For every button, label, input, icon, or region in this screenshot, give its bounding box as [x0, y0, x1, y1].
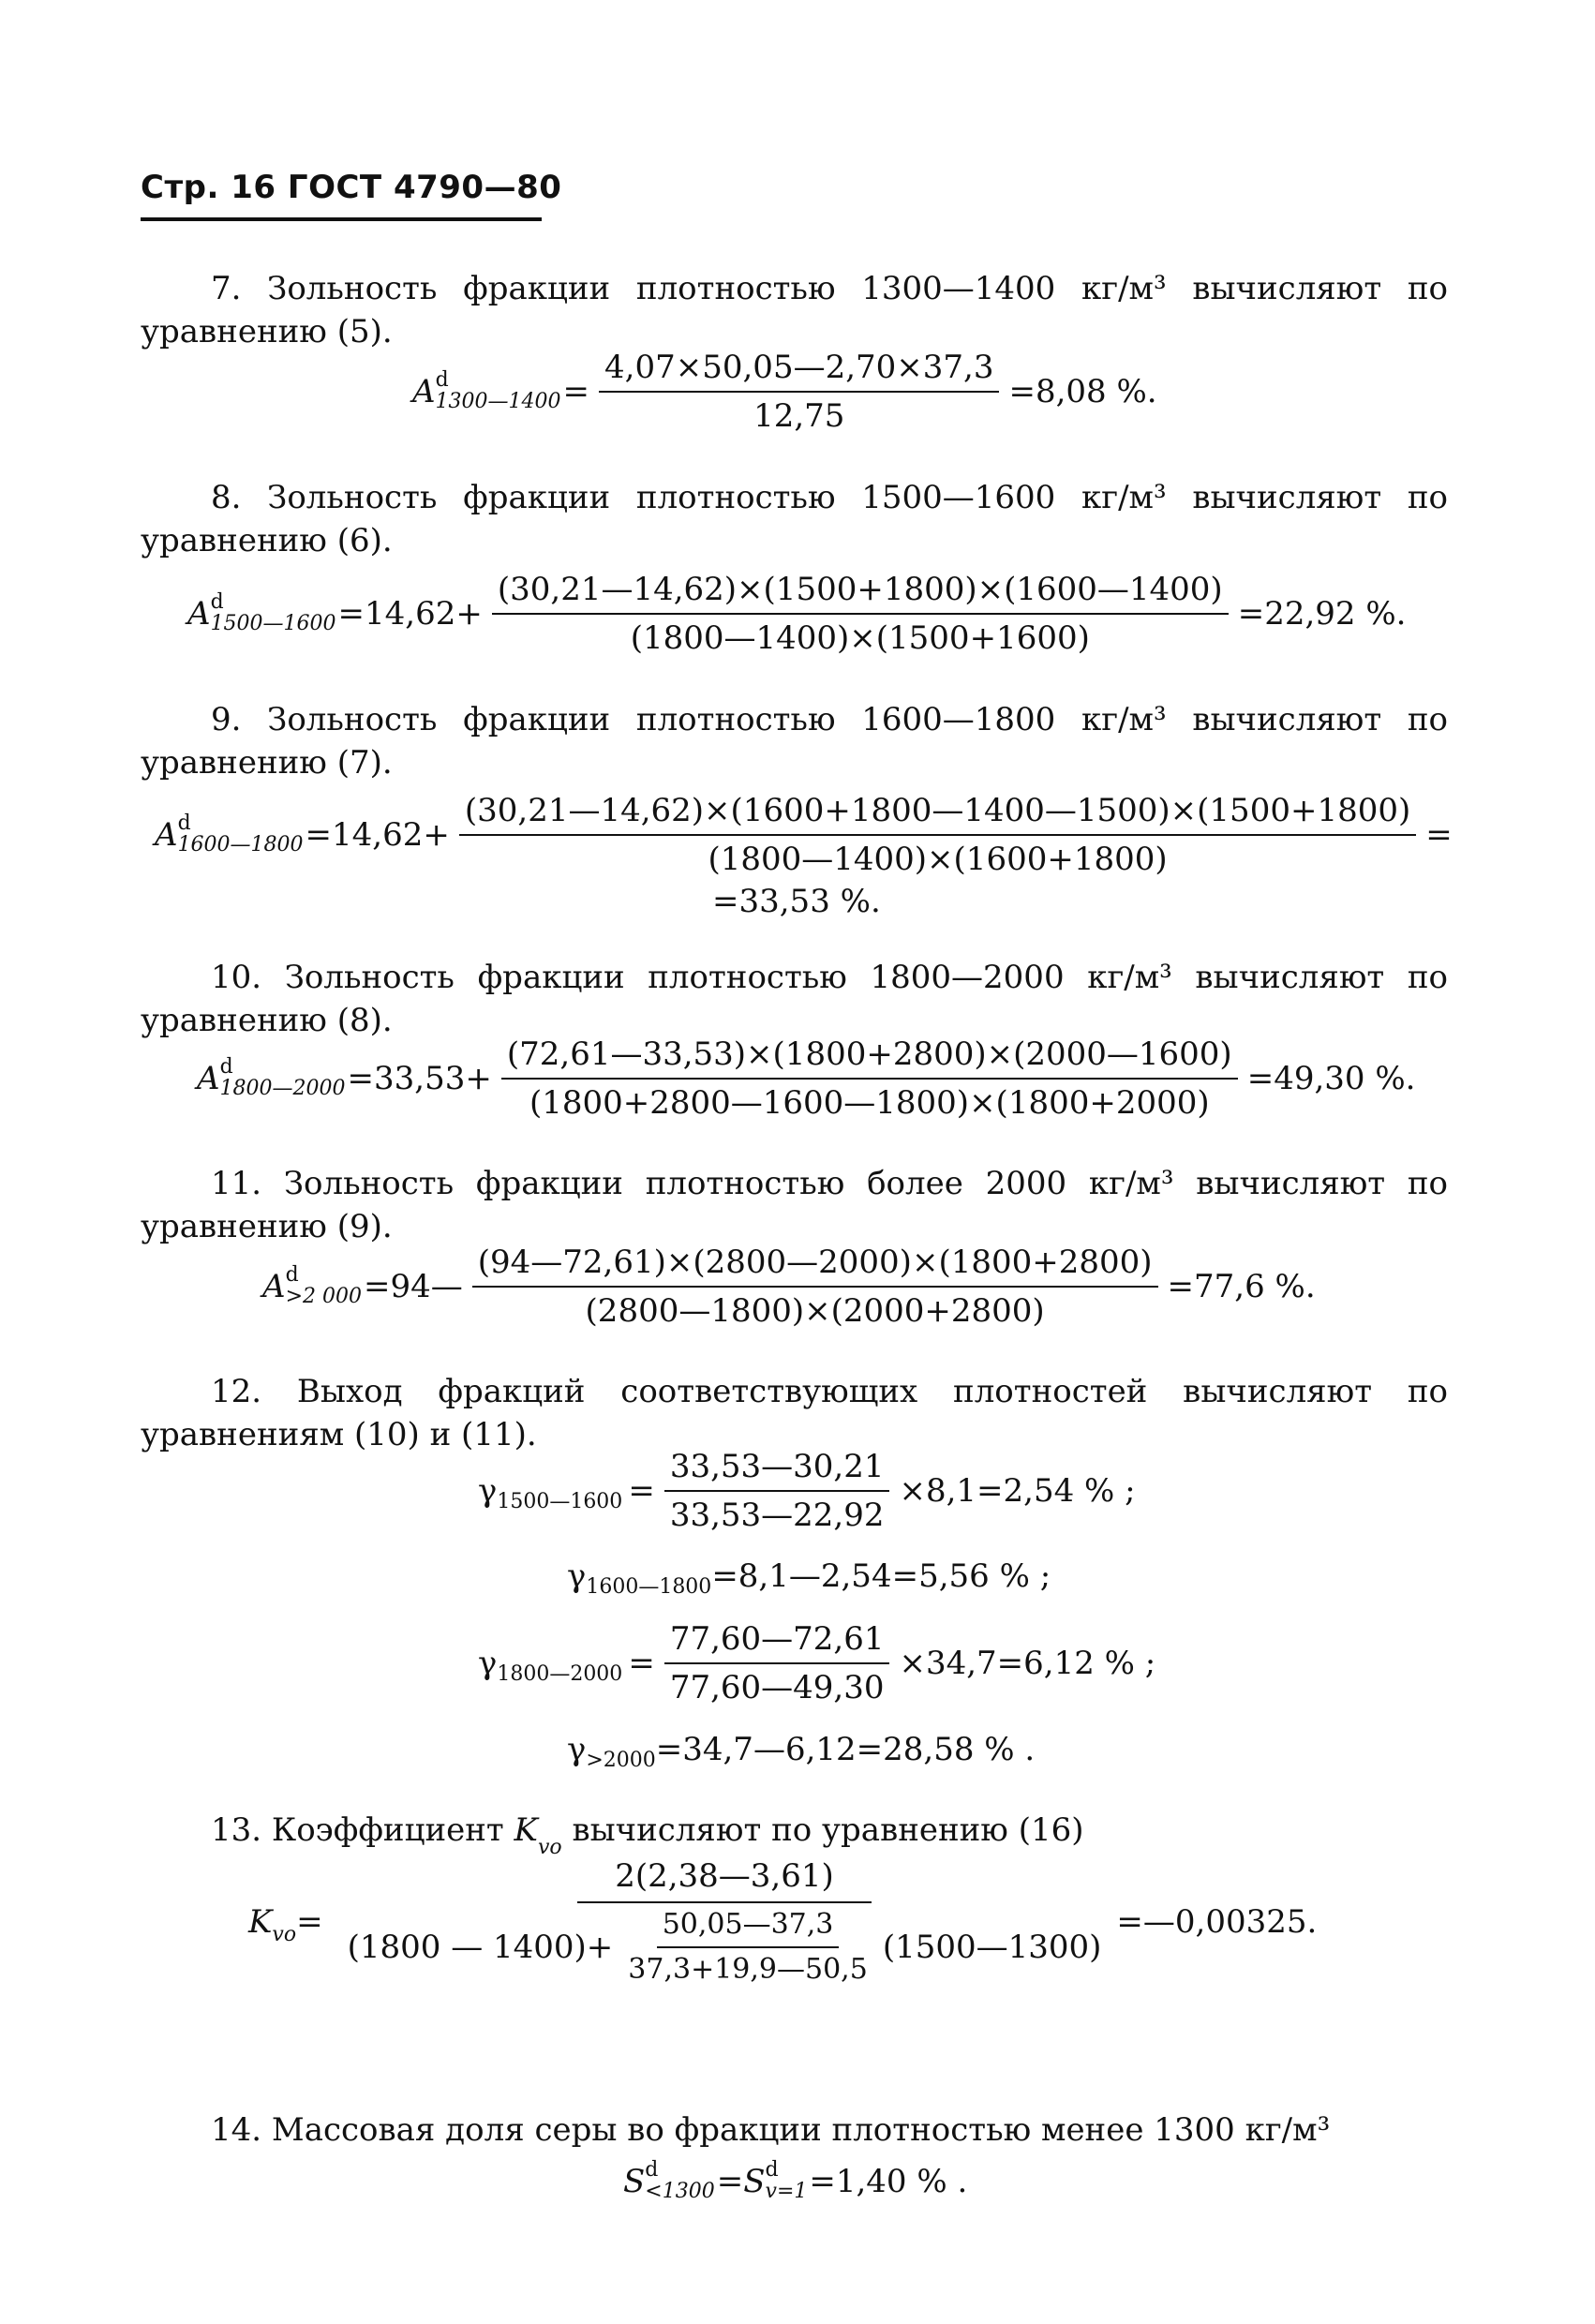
item-12-text: 12. Выход фракций соответствующих плотностей вычисляют по уравнениям (10) и (11).: [141, 1373, 1448, 1453]
formula-ash-above-2000: A d >2 000 =94— $\frac{(94—72,61)\times(2800—2000)\times(1800+2800)}{(2800—1800)\times(2000+2800)}$ =77,6 %.: [262, 1244, 1316, 1330]
formula-yield-above-2000: γ >2000 =34,7—6,12=28,58 % .: [567, 1731, 1036, 1772]
item-11-text: 11. Зольность фракции плотностью более 2000 кг/м³ вычисляют по уравнению (9).: [141, 1165, 1448, 1245]
item-14-text: 14. Массовая доля серы во фракции плотностью менее 1300 кг/м³: [211, 2111, 1331, 2149]
formula-ash-1300-1400: A d 1300—1400 = $\frac{4,07\times 50,05—2,70\times 37,3}{12,75}$ =8,08 %.: [412, 349, 1157, 435]
formula-ash-1600-1800: A d 1600—1800 =14,62+ $\frac{(30,21—14,62)\times(1600+1800—1400—1500)\times(1500+1800)}{(1800—1400)\times(1600+1800)}$ =: [155, 792, 1453, 878]
formula-yield-1500-1600: γ 1500—1600 = $\frac{33,53—30,21}{33,53—22,92}$ ×8,1=2,54 % ;: [478, 1448, 1136, 1534]
formula-ash-1600-1800-result: =33,53 %.: [712, 883, 881, 920]
header-rule: [141, 217, 542, 221]
formula-coefficient-kvo: K vo = 2(2,38—3,61) (1800 — 1400)+ $\frac{50,05—37,3}{37,3+19,9—50,5}$ (1500—1300) =—0,00325.: [248, 1857, 1318, 1986]
formula-yield-1600-1800: γ 1600—1800 =8,1—2,54=5,56 % ;: [567, 1557, 1051, 1599]
item-9-text: 9. Зольность фракции плотностью 1600—1800 кг/м³ вычисляют по уравнению (7).: [141, 701, 1448, 782]
item-7-text: 7. Зольность фракции плотностью 1300—1400 кг/м³ вычисляют по уравнению (5).: [141, 270, 1448, 350]
formula-sulfur-below-1300: S d <1300 = S d v=1 =1,40 % .: [623, 2158, 968, 2203]
formula-ash-1800-2000: A d 1800—2000 =33,53+ $\frac{(72,61—33,53)\times(1800+2800)\times(2000—1600)}{(1800+2800—1600—1800)\times(1800+2000)}$ =49,30 %.: [197, 1035, 1416, 1122]
page-header: Стр. 16 ГОСТ 4790—80: [141, 169, 562, 206]
formula-yield-1800-2000: γ 1800—2000 = $\frac{77,60—72,61}{77,60—49,30}$ ×34,7=6,12 % ;: [478, 1620, 1156, 1706]
item-13-text: 13. Коэффициент $K_{vo}$ вычисляют по уравнению (16): [211, 1811, 1084, 1859]
item-10-text: 10. Зольность фракции плотностью 1800—2000 кг/м³ вычисляют по уравнению (8).: [141, 959, 1448, 1039]
formula-ash-1500-1600: A d 1500—1600 =14,62+ $\frac{(30,21—14,62)\times(1500+1800)\times(1600—1400)}{(1800—1400)\times(1500+1600)}$ =22,92 %.: [187, 571, 1407, 657]
item-8-text: 8. Зольность фракции плотностью 1500—1600 кг/м³ вычисляют по уравнению (6).: [141, 479, 1448, 559]
